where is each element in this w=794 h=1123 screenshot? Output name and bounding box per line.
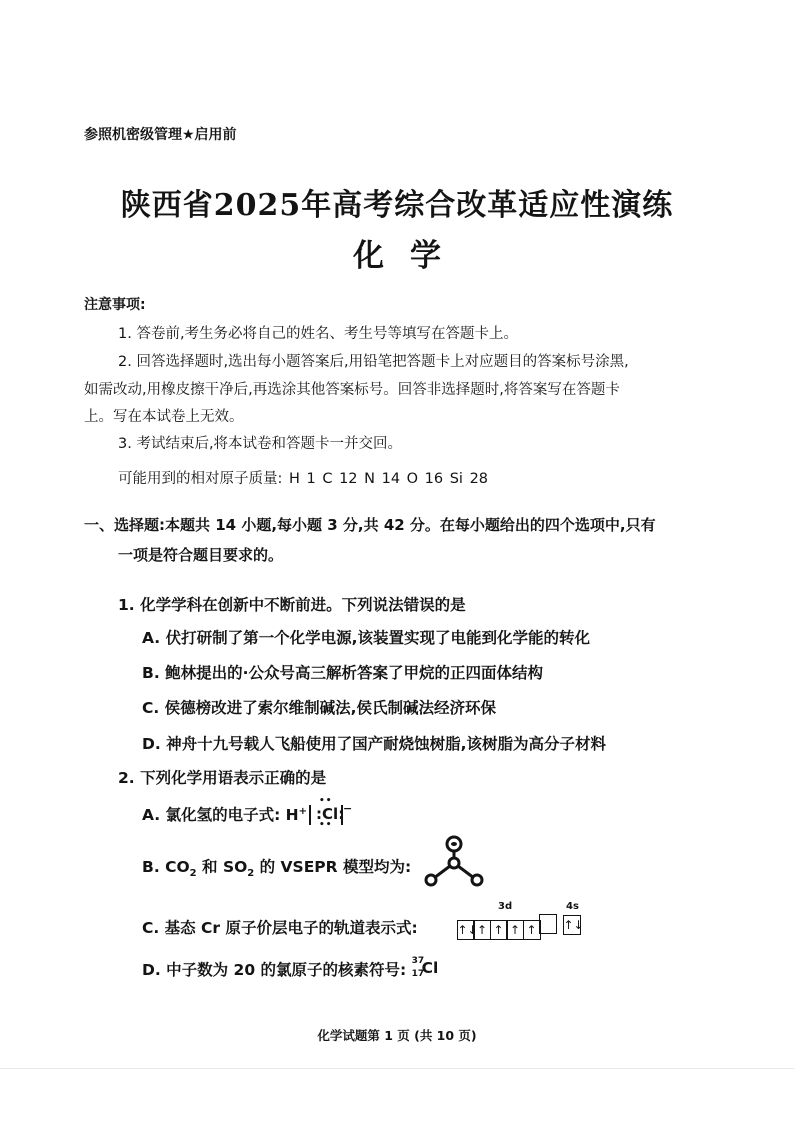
nuclide-symbol: 37 17 Cl <box>411 956 439 979</box>
question-2-stem: 2. 下列化学用语表示正确的是 <box>118 769 327 787</box>
orbital-label-3d: 3d <box>498 901 513 912</box>
bottom-divider <box>0 1068 794 1069</box>
page-footer: 化学试题第 1 页 (共 10 页) <box>317 1028 477 1043</box>
orbital-diagram-4s <box>563 914 584 935</box>
question-2-option-d: D. 中子数为 20 的氯原子的核素符号: 37 17 Cl <box>142 958 442 980</box>
orbital-box: ↑ <box>473 920 491 940</box>
plus-charge: + <box>298 805 308 817</box>
question-2-option-c: C. 基态 Cr 原子价层电子的轨道表示式: <box>142 919 418 937</box>
question-2-option-b: B. $CO_2$ 和 $SO_2$ 的 VSEPR 模型均为: <box>142 858 412 880</box>
electron-dots-bottom-icon: •• <box>319 820 333 830</box>
question-1-stem: 1. 化学学科在创新中不断前进。下列说法错误的是 <box>118 596 466 614</box>
question-1-option-b: B. 鲍林提出的·公众号高三解析答案了甲烷的正四面体结构 <box>142 664 543 682</box>
question-2-option-a <box>142 796 353 830</box>
hydrogen-symbol: H <box>285 806 299 824</box>
orbital-box: ↑ <box>506 920 524 940</box>
so2-formula: SO <box>222 858 248 876</box>
subject-title: 化学 <box>353 238 467 274</box>
orbital-box: ↑ <box>490 920 508 940</box>
section-heading-line-2: 一项是符合题目要求的。 <box>118 546 284 564</box>
option-a-label: A. 氯化氢的电子式: <box>142 806 286 824</box>
orbital-box: ↑↓ <box>457 920 475 940</box>
vsepr-model-icon <box>420 834 490 890</box>
orbital-box: ↑↓ <box>563 915 581 935</box>
question-1-option-d: D. 神舟十九号载人飞船使用了国产耐烧蚀树脂,该树脂为高分子材料 <box>142 735 607 753</box>
notice-item-2-line-2: 如需改动,用橡皮擦干净后,再选涂其他答案标号。回答非选择题时,将答案写在答题卡 <box>84 382 620 398</box>
orbital-box <box>539 914 557 934</box>
chlorine-symbol: :Cl: <box>316 805 345 823</box>
notice-heading: 注意事项: <box>84 297 146 313</box>
exam-title: 陕西省2025年高考综合改革适应性演练 <box>120 188 674 223</box>
chloride-bracket <box>309 796 345 830</box>
orbital-box: ↑ <box>523 920 541 940</box>
notice-item-3: 3. 考试结束后,将本试卷和答题卡一并交回。 <box>118 436 403 452</box>
section-heading-line-1: 一、选择题:本题共 14 小题,每小题 3 分,共 42 分。在每小题给出的四个选项中,只有 <box>84 516 656 534</box>
orbital-label-4s: 4s <box>566 901 579 912</box>
question-1-option-a: A. 伏打研制了第一个化学电源,该装置实现了电能到化学能的转化 <box>142 629 590 647</box>
atomic-masses: 可能用到的相对原子质量: H 1 C 12 N 14 O 16 Si 28 <box>118 471 489 487</box>
question-1-option-c: C. 侯德榜改进了索尔维制碱法,侯氏制碱法经济环保 <box>142 699 497 717</box>
co2-formula: CO <box>165 858 190 876</box>
minus-charge: − <box>343 802 353 815</box>
secret-level-label: 参照机密级管理★启用前 <box>84 127 237 143</box>
notice-item-1: 1. 答卷前,考生务必将自己的姓名、考生号等填写在答题卡上。 <box>118 326 519 342</box>
notice-item-2-line-1: 2. 回答选择题时,选出每小题答案后,用铅笔把答题卡上对应题目的答案标号涂黑, <box>118 354 629 370</box>
electron-dots-top-icon: •• <box>319 796 333 806</box>
notice-item-2-line-3: 上。写在本试卷上无效。 <box>84 409 244 425</box>
orbital-diagram-3d <box>458 914 557 940</box>
